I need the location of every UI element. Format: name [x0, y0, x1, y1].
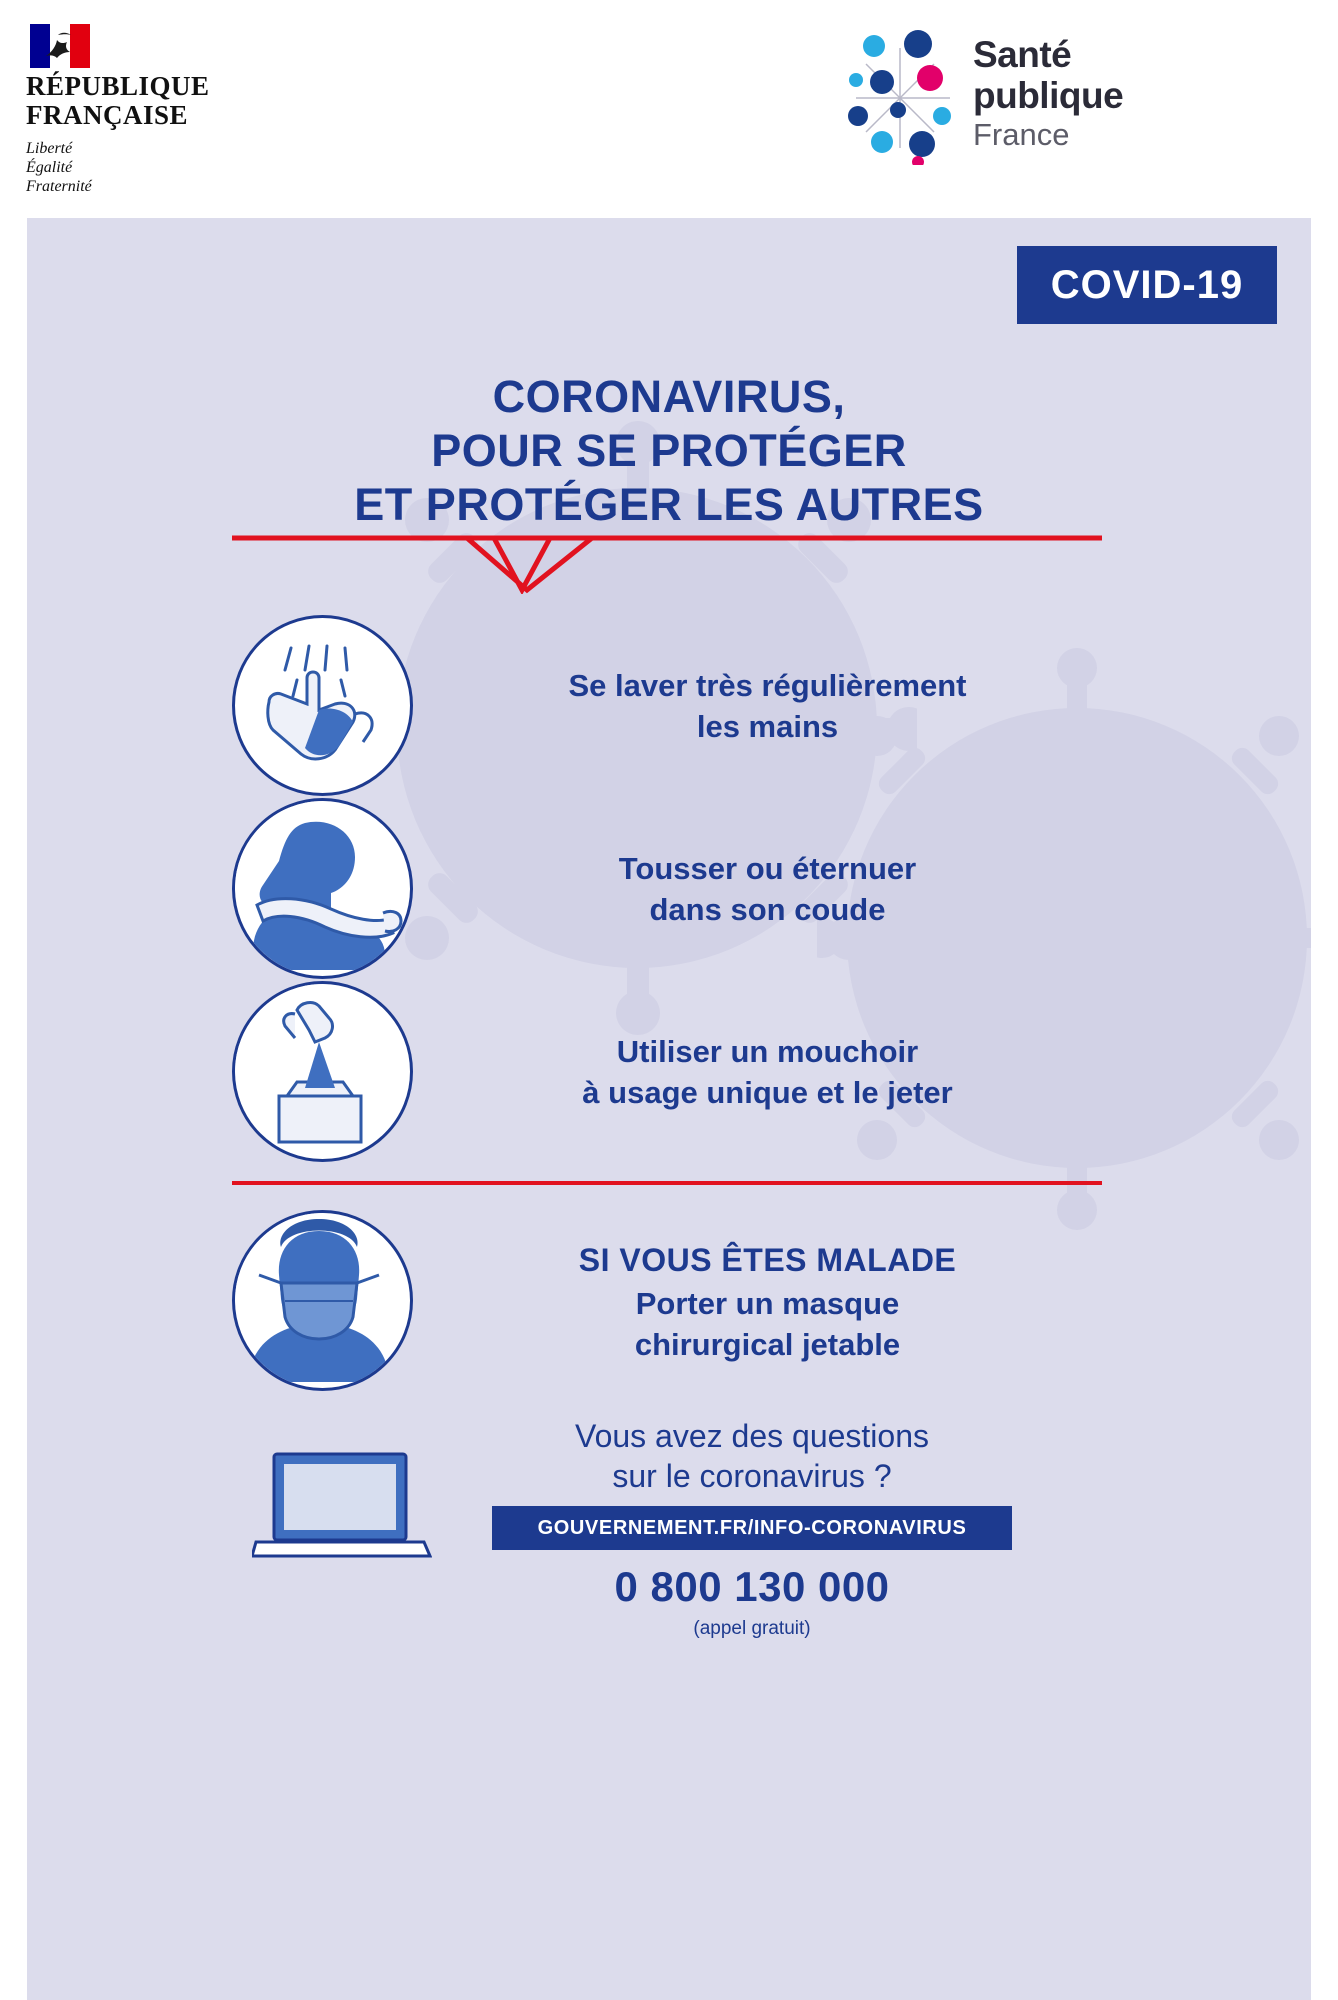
gesture-text-tissue — [413, 1031, 1102, 1113]
gesture-2-line-1: Tousser ou éternuer — [618, 850, 917, 886]
motto-fraternite: Fraternité — [26, 178, 92, 195]
republique-francaise-logo — [26, 24, 266, 196]
questions-line-2: sur le coronavirus ? — [612, 1458, 892, 1494]
sick-line-1: Porter un masque — [635, 1285, 900, 1321]
motto-egalite: Égalité — [26, 159, 73, 176]
gesture-row-mask — [232, 1210, 1102, 1391]
page-title — [27, 370, 1311, 532]
phone-number: 0 800 130 000 — [614, 1563, 890, 1610]
spf-line-france: France — [973, 117, 1070, 152]
page-header — [0, 0, 1338, 200]
title-line-1: CORONAVIRUS, — [492, 371, 846, 422]
republique-line1: RÉPUBLIQUE — [26, 71, 210, 101]
gesture-text-mask — [413, 1237, 1102, 1365]
cough-into-elbow-icon — [232, 798, 413, 979]
spf-dots-icon — [838, 30, 968, 165]
gesture-text-cough-elbow — [413, 848, 1102, 930]
gesture-row-cough-elbow — [232, 798, 1102, 979]
info-url-button[interactable]: GOUVERNEMENT.FR/INFO-CORONAVIRUS — [492, 1506, 1012, 1550]
republique-motto — [26, 139, 266, 196]
face-mask-icon — [232, 1210, 413, 1391]
gesture-3-line-1: Utiliser un mouchoir — [616, 1033, 919, 1069]
questions-text — [402, 1416, 1102, 1496]
phone-note: (appel gratuit) — [693, 1618, 811, 1639]
gesture-3-line-2: à usage unique et le jeter — [582, 1074, 953, 1110]
french-flag-icon — [30, 24, 92, 68]
gesture-text-handwashing — [413, 665, 1102, 747]
laptop-icon — [252, 1448, 432, 1566]
gesture-2-line-2: dans son coude — [649, 891, 886, 927]
title-line-3: ET PROTÉGER LES AUTRES — [354, 479, 984, 530]
status-badge: COVID-19 — [1017, 246, 1277, 324]
motto-liberte: Liberté — [26, 140, 73, 157]
title-line-2: POUR SE PROTÉGER — [431, 425, 907, 476]
sick-heading: SI VOUS ÊTES MALADE — [578, 1241, 957, 1278]
spf-line-publique: publique — [973, 75, 1124, 116]
gesture-1-line-2: les mains — [696, 708, 839, 744]
handwashing-icon — [232, 615, 413, 796]
sick-line-2: chirurgical jetable — [634, 1326, 901, 1362]
gesture-row-tissue — [232, 981, 1102, 1162]
questions-line-1: Vous avez des questions — [574, 1418, 929, 1454]
marianne-head-icon — [44, 30, 78, 62]
spf-line-sante: Santé — [973, 34, 1072, 75]
single-use-tissue-icon — [232, 981, 413, 1162]
gesture-1-line-1: Se laver très régulièrement — [568, 667, 967, 703]
section-divider — [232, 1181, 1102, 1185]
covid-poster — [27, 218, 1311, 2000]
gesture-row-handwashing — [232, 615, 1102, 796]
republique-line2: FRANÇAISE — [26, 100, 189, 130]
red-arrow-divider — [232, 534, 1102, 594]
sante-publique-france-logo — [838, 30, 1178, 170]
